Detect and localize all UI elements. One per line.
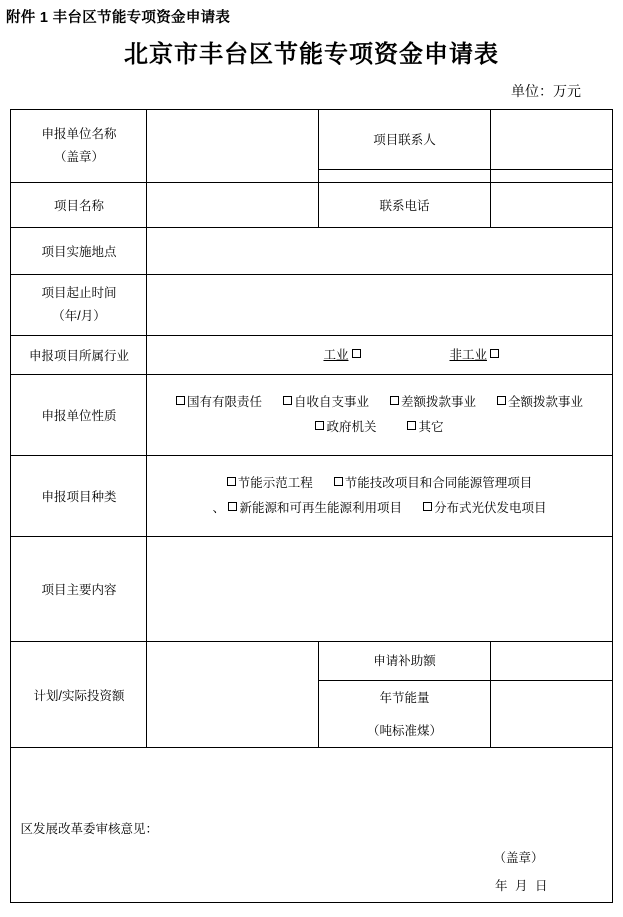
investment-label: 计划/实际投资额 [11,642,147,748]
page-title: 北京市丰台区节能专项资金申请表 [124,41,499,68]
energy-saving-input[interactable] [490,681,612,748]
checkbox-icon[interactable] [227,477,236,486]
project-type-option-3[interactable]: 分布式光伏发电项目 [433,501,547,515]
checkbox-icon[interactable] [497,396,506,405]
unit-nature-label: 申报单位性质 [11,375,147,456]
contact-person-spacer [319,169,490,182]
table-row [11,336,612,375]
applicant-name-label-main: 申报单位名称 [41,126,117,141]
checkbox-icon[interactable] [490,349,499,358]
project-type-option-2[interactable]: 新能源和可再生能源利用项目 [239,501,402,515]
main-content-input[interactable] [147,537,612,642]
energy-saving-label: 年节能量 [319,681,490,716]
unit-nature-options-row1 [150,390,608,415]
project-period-input[interactable] [147,275,612,336]
investment-input[interactable] [147,642,319,748]
review-opinion-date: 年 月 日 [495,879,550,893]
table-row [11,228,612,275]
table-row [11,275,612,336]
subsidy-input[interactable] [490,642,612,681]
checkbox-icon[interactable] [228,502,237,511]
unit-nature-options-row2 [150,415,608,440]
project-type-options-row2 [150,496,608,521]
review-opinion-cell[interactable] [11,748,612,903]
project-site-label: 项目实施地点 [11,228,147,275]
project-period-label-sub: （年/月） [52,309,106,323]
project-type-row2-prefix: 、 [212,501,225,515]
contact-phone-label: 联系电话 [319,183,490,228]
table-row [11,375,612,456]
contact-person-label: 项目联系人 [319,110,490,170]
checkbox-icon[interactable] [352,349,361,358]
energy-saving-label-sub: （吨标准煤） [319,715,490,748]
project-site-input[interactable] [147,228,612,275]
unit-note: 单位：万元 [511,83,581,99]
contact-person-input[interactable] [490,110,612,170]
project-type-options [147,456,612,537]
project-name-input[interactable] [147,183,319,228]
checkbox-icon[interactable] [176,396,185,405]
applicant-name-input[interactable] [147,110,319,183]
review-opinion-seal: （盖章） [493,851,544,865]
unit-nature-option-0[interactable]: 国有有限责任 [187,395,263,409]
checkbox-icon[interactable] [283,396,292,405]
industry-label: 申报项目所属行业 [11,336,147,375]
table-row [11,110,612,170]
unit-nature-option-5[interactable]: 其它 [418,420,444,434]
checkbox-icon[interactable] [315,421,324,430]
table-row [11,537,612,642]
checkbox-icon[interactable] [390,396,399,405]
industry-options [147,336,612,375]
project-name-label: 项目名称 [11,183,147,228]
applicant-name-label-sub: （盖章） [53,150,104,164]
subsidy-label: 申请补助额 [319,642,490,681]
unit-nature-option-3[interactable]: 全额拨款事业 [507,395,583,409]
checkbox-icon[interactable] [423,502,432,511]
checkbox-icon[interactable] [407,421,416,430]
applicant-name-label [11,110,147,183]
main-content-label: 项目主要内容 [11,537,147,642]
unit-nature-options [147,375,612,456]
unit-nature-option-1[interactable]: 自收自支事业 [293,395,369,409]
project-type-option-0[interactable]: 节能示范工程 [237,476,313,490]
project-type-option-1[interactable]: 节能技改项目和合同能源管理项目 [344,476,533,490]
contact-person-input-spacer [490,169,612,182]
table-row [11,456,612,537]
unit-nature-option-4[interactable]: 政府机关 [326,420,377,434]
contact-phone-input[interactable] [490,183,612,228]
project-period-label [11,275,147,336]
table-row [11,183,612,228]
unit-nature-option-2[interactable]: 差额拨款事业 [400,395,476,409]
checkbox-icon[interactable] [334,477,343,486]
project-type-options-row1 [150,471,608,496]
table-row [11,642,612,681]
table-row [11,748,612,903]
project-period-label-main: 项目起止时间 [41,285,117,300]
review-opinion-label: 区发展改革委审核意见： [20,822,158,836]
application-form-table [10,109,612,903]
industry-option-industrial[interactable]: 工业 [323,347,349,362]
attachment-line: 附件 1 丰台区节能专项资金申请表 [6,10,231,26]
industry-option-non-industrial[interactable]: 非工业 [449,347,487,362]
project-type-label: 申报项目种类 [11,456,147,537]
